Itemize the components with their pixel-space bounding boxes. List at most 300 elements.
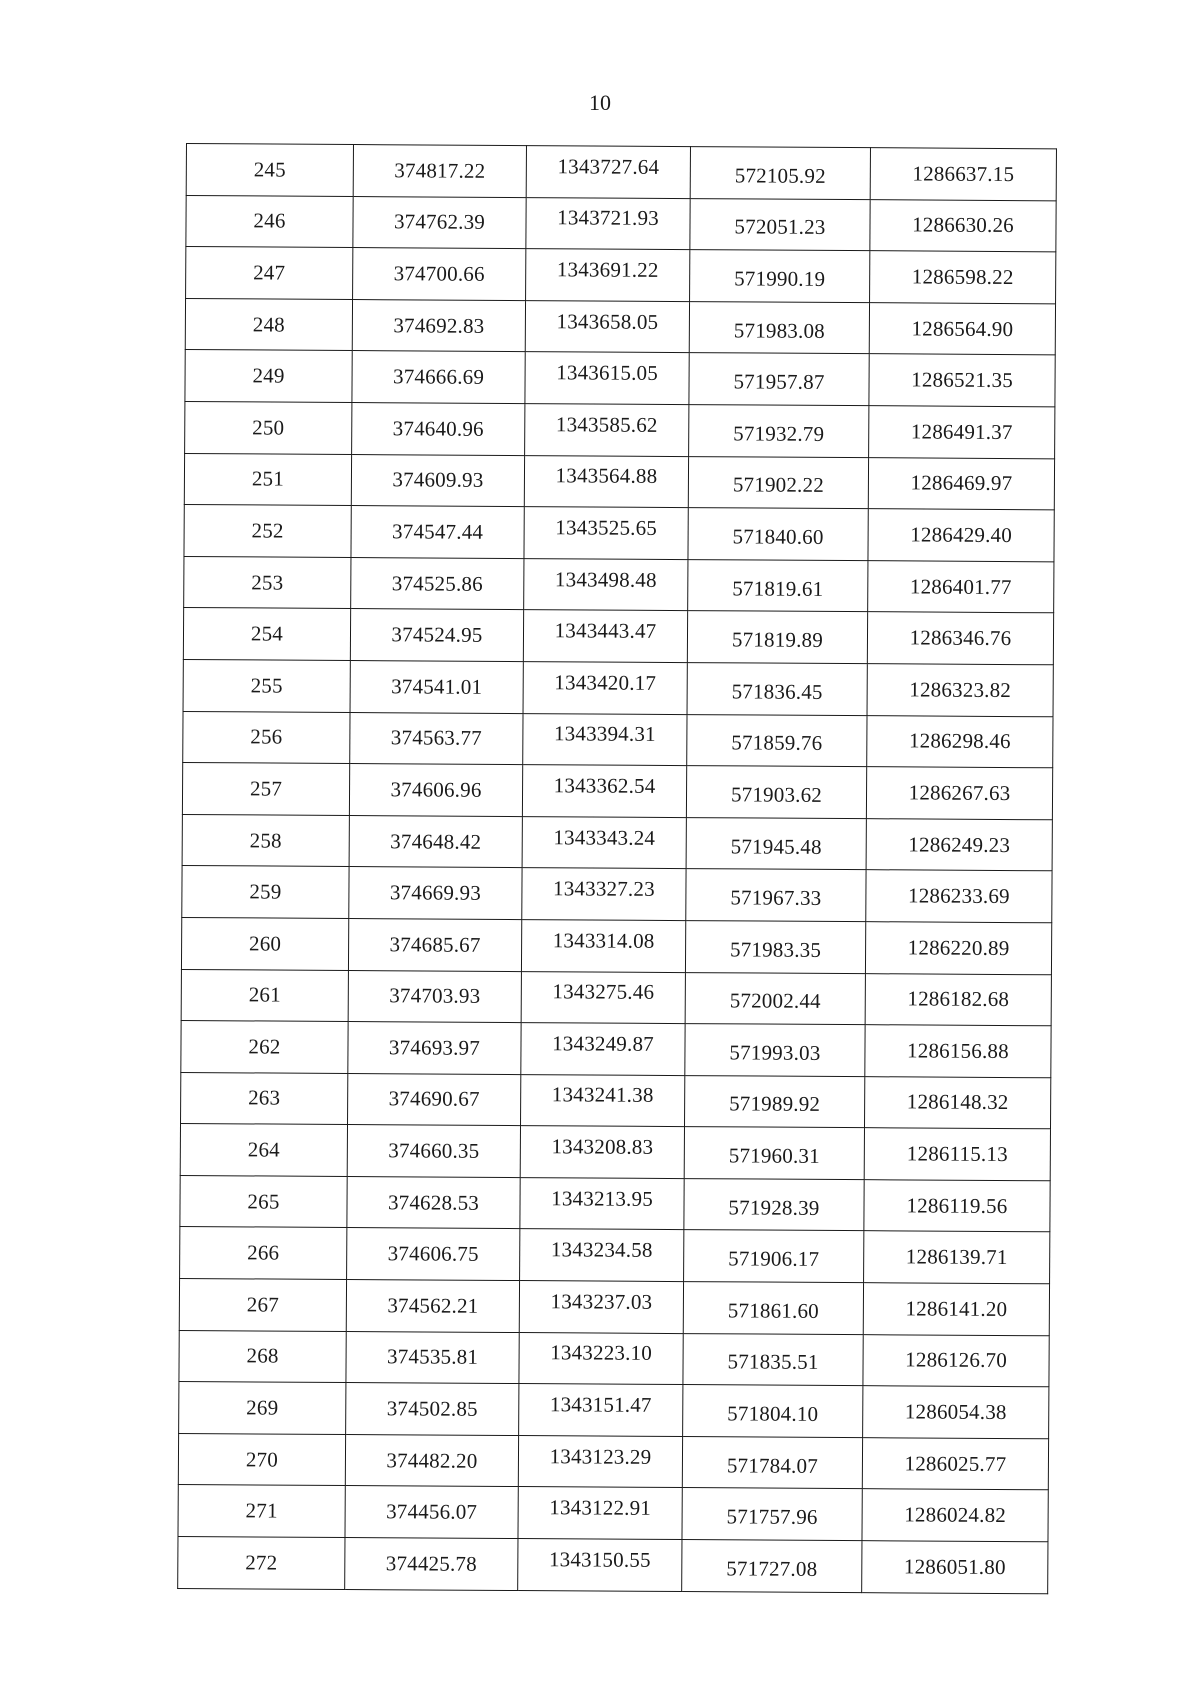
- x-coordinate-cell: [348, 918, 521, 971]
- cell-text: 269: [246, 1395, 279, 1420]
- table-row: [182, 814, 1052, 871]
- cell-text: 248: [252, 311, 286, 337]
- y2-coordinate-cell: [865, 973, 1051, 1026]
- y2-coordinate-cell: [869, 302, 1055, 355]
- y2-coordinate-cell: [869, 406, 1055, 459]
- x-coordinate-cell: [347, 1228, 520, 1281]
- cell-text: 374640.96: [392, 416, 484, 441]
- table-row: [183, 608, 1053, 665]
- cell-text: 1286115.13: [906, 1141, 1008, 1167]
- cell-text: 571932.79: [733, 421, 825, 446]
- cell-text: 253: [251, 569, 284, 595]
- table-row: [181, 917, 1051, 974]
- cell-text: 262: [248, 1034, 281, 1059]
- x2-coordinate-cell: [684, 1075, 864, 1128]
- table-row: [178, 1537, 1048, 1594]
- cell-text: 374669.93: [389, 880, 482, 905]
- cell-text: 571903.62: [730, 782, 823, 807]
- point-number-cell: [186, 144, 353, 197]
- x-coordinate-cell: [353, 248, 526, 301]
- y2-coordinate-cell: [862, 1541, 1048, 1594]
- y2-coordinate-cell: [868, 509, 1054, 562]
- y-coordinate-cell: [521, 1074, 685, 1127]
- cell-text: 572105.92: [734, 163, 826, 188]
- y2-coordinate-cell: [862, 1438, 1048, 1491]
- y2-coordinate-cell: [863, 1283, 1049, 1336]
- x2-coordinate-cell: [685, 920, 865, 973]
- x2-coordinate-cell: [687, 714, 867, 767]
- y-coordinate-cell: [522, 765, 686, 818]
- cell-text: 572002.44: [729, 988, 821, 1014]
- coordinate-table: [177, 143, 1057, 1594]
- x2-coordinate-cell: [688, 559, 868, 612]
- x-coordinate-cell: [348, 970, 521, 1023]
- cell-text: 571957.87: [733, 369, 825, 395]
- y2-coordinate-cell: [866, 818, 1052, 871]
- x-coordinate-cell: [352, 299, 525, 352]
- cell-text: 374425.78: [385, 1551, 477, 1576]
- x-coordinate-cell: [351, 557, 524, 610]
- point-number-cell: [181, 1072, 348, 1125]
- cell-text: 255: [250, 673, 283, 698]
- cell-text: 1343727.64: [557, 154, 660, 179]
- cell-text: 374700.66: [393, 261, 485, 286]
- x2-coordinate-cell: [687, 663, 867, 716]
- cell-text: 571840.60: [732, 524, 824, 549]
- y-coordinate-cell: [522, 816, 686, 869]
- cell-text: 271: [245, 1498, 278, 1523]
- cell-text: 571967.33: [730, 885, 822, 911]
- cell-text: 1286156.88: [907, 1038, 1009, 1063]
- cell-text: 257: [249, 776, 283, 801]
- cell-text: 374648.42: [390, 828, 482, 854]
- table-row: [183, 659, 1053, 716]
- x-coordinate-cell: [346, 1331, 519, 1384]
- y2-coordinate-cell: [867, 612, 1053, 665]
- cell-text: 374535.81: [386, 1344, 479, 1370]
- cell-text: 1286126.70: [905, 1347, 1008, 1373]
- x-coordinate-cell: [349, 867, 522, 920]
- point-number-cell: [186, 247, 353, 300]
- table-row: [181, 1021, 1051, 1078]
- table-row: [179, 1382, 1049, 1439]
- cell-text: 270: [245, 1447, 279, 1472]
- cell-text: 571804.10: [727, 1401, 819, 1426]
- y-coordinate-cell: [521, 1023, 685, 1076]
- y-coordinate-cell: [518, 1539, 682, 1592]
- cell-text: 1286323.82: [909, 677, 1012, 702]
- y2-coordinate-cell: [863, 1334, 1049, 1387]
- cell-text: 1286025.77: [904, 1451, 1007, 1476]
- cell-text: 374606.96: [390, 777, 482, 802]
- y-coordinate-cell: [526, 197, 690, 250]
- table-row: [182, 763, 1052, 820]
- x-coordinate-cell: [351, 506, 524, 559]
- table-row: [180, 1227, 1050, 1284]
- x-coordinate-cell: [350, 609, 523, 662]
- cell-text: 1286630.26: [912, 212, 1014, 238]
- cell-text: 374692.83: [393, 312, 485, 338]
- cell-text: 374525.86: [391, 570, 483, 596]
- cell-text: 374606.75: [387, 1241, 479, 1267]
- y-coordinate-cell: [519, 1384, 683, 1437]
- y-coordinate-cell: [524, 558, 688, 611]
- cell-text: 374541.01: [391, 673, 483, 699]
- cell-text: 571861.60: [727, 1298, 819, 1323]
- x-coordinate-cell: [353, 145, 526, 198]
- point-number-cell: [186, 195, 353, 248]
- cell-text: 1286051.80: [903, 1554, 1006, 1579]
- table-row: [181, 969, 1051, 1026]
- x-coordinate-cell: [349, 815, 522, 868]
- cell-text: 1343234.58: [550, 1237, 653, 1263]
- table-row: [186, 247, 1056, 304]
- cell-text: 1343208.83: [551, 1134, 654, 1159]
- cell-text: 1343223.10: [550, 1340, 653, 1366]
- cell-text: 571983.35: [729, 937, 822, 962]
- cell-text: 571819.89: [731, 627, 824, 653]
- x-coordinate-cell: [346, 1383, 519, 1436]
- y2-coordinate-cell: [864, 1076, 1050, 1129]
- cell-text: 374562.21: [387, 1293, 479, 1318]
- point-number-cell: [182, 763, 349, 816]
- y-coordinate-cell: [520, 1126, 684, 1179]
- cell-text: 571727.08: [726, 1556, 818, 1581]
- cell-text: 1343721.93: [557, 205, 659, 231]
- table-row: [186, 195, 1056, 252]
- cell-text: 263: [248, 1085, 281, 1111]
- cell-text: 1343362.54: [553, 773, 656, 798]
- table-row: [185, 298, 1055, 355]
- cell-text: 272: [245, 1550, 278, 1575]
- table-row: [182, 866, 1052, 923]
- point-number-cell: [179, 1279, 346, 1332]
- cell-text: 374563.77: [390, 725, 482, 751]
- table-row: [178, 1485, 1048, 1542]
- cell-text: 571836.45: [731, 679, 823, 704]
- point-number-cell: [183, 608, 350, 661]
- cell-text: 1343420.17: [554, 669, 657, 695]
- cell-text: 374628.53: [387, 1189, 480, 1215]
- x2-coordinate-cell: [683, 1385, 863, 1438]
- cell-text: 571928.39: [728, 1195, 820, 1220]
- table-row: [186, 144, 1056, 201]
- cell-text: 571784.07: [726, 1452, 819, 1478]
- cell-text: 374693.97: [388, 1035, 481, 1060]
- x-coordinate-cell: [350, 712, 523, 765]
- point-number-cell: [183, 659, 350, 712]
- y-coordinate-cell: [524, 455, 688, 508]
- y-coordinate-cell: [524, 507, 688, 560]
- cell-text: 1343314.08: [552, 927, 655, 953]
- point-number-cell: [184, 505, 351, 558]
- point-number-cell: [185, 401, 352, 454]
- cell-text: 1343327.23: [553, 876, 655, 901]
- y-coordinate-cell: [521, 971, 685, 1024]
- y2-coordinate-cell: [867, 715, 1053, 768]
- cell-text: 1343213.95: [551, 1185, 654, 1211]
- point-number-cell: [182, 866, 349, 919]
- cell-text: 374502.85: [386, 1396, 478, 1421]
- table-row: [184, 505, 1054, 562]
- cell-text: 571859.76: [731, 730, 823, 756]
- x-coordinate-cell: [352, 402, 525, 455]
- cell-text: 1286491.37: [910, 419, 1013, 444]
- x2-coordinate-cell: [684, 1127, 864, 1180]
- cell-text: 1343525.65: [555, 515, 658, 540]
- point-number-cell: [185, 298, 352, 351]
- cell-text: 1343443.47: [554, 618, 657, 644]
- y2-coordinate-cell: [868, 457, 1054, 510]
- table-row: [183, 711, 1053, 768]
- cell-text: 266: [247, 1240, 280, 1265]
- cell-text: 374703.93: [389, 983, 481, 1009]
- y-coordinate-cell: [523, 662, 687, 715]
- cell-text: 260: [248, 931, 282, 956]
- cell-text: 251: [251, 466, 285, 491]
- table-row: [185, 401, 1055, 458]
- cell-text: 1286054.38: [904, 1399, 1007, 1425]
- cell-text: 261: [248, 982, 281, 1007]
- cell-text: 1286249.23: [908, 831, 1011, 857]
- x2-coordinate-cell: [689, 405, 869, 458]
- cell-text: 571983.08: [733, 317, 825, 343]
- cell-text: 1286119.56: [906, 1193, 1008, 1218]
- x2-coordinate-cell: [690, 147, 870, 200]
- cell-text: 374685.67: [389, 931, 481, 957]
- x2-coordinate-cell: [682, 1540, 862, 1593]
- cell-text: 572051.23: [734, 214, 826, 240]
- y2-coordinate-cell: [867, 664, 1053, 717]
- x-coordinate-cell: [349, 764, 522, 817]
- x2-coordinate-cell: [686, 869, 866, 922]
- cell-text: 571945.48: [730, 833, 822, 859]
- y-coordinate-cell: [520, 1229, 684, 1282]
- cell-text: 267: [246, 1292, 280, 1317]
- x-coordinate-cell: [346, 1280, 519, 1333]
- cell-text: 258: [249, 827, 282, 853]
- point-number-cell: [182, 814, 349, 867]
- point-number-cell: [180, 1124, 347, 1177]
- cell-text: 374660.35: [388, 1138, 480, 1163]
- x2-coordinate-cell: [690, 250, 870, 303]
- y-coordinate-cell: [523, 610, 687, 663]
- y2-coordinate-cell: [870, 148, 1056, 201]
- cell-text: 1286598.22: [911, 264, 1014, 290]
- y2-coordinate-cell: [864, 1231, 1050, 1284]
- cell-text: 374524.95: [391, 622, 483, 647]
- point-number-cell: [184, 556, 351, 609]
- y-coordinate-cell: [521, 919, 685, 972]
- cell-text: 1343150.55: [548, 1547, 651, 1572]
- y-coordinate-cell: [525, 352, 689, 405]
- x2-coordinate-cell: [685, 1024, 865, 1077]
- cell-text: 268: [246, 1343, 279, 1369]
- point-number-cell: [181, 969, 348, 1022]
- point-number-cell: [178, 1485, 345, 1538]
- cell-text: 1343249.87: [552, 1031, 654, 1056]
- cell-text: 571835.51: [727, 1349, 819, 1375]
- point-number-cell: [181, 917, 348, 970]
- x2-coordinate-cell: [687, 611, 867, 664]
- cell-text: 1343151.47: [549, 1392, 652, 1417]
- cell-text: 1286637.15: [912, 161, 1015, 186]
- y-coordinate-cell: [519, 1281, 683, 1334]
- y2-coordinate-cell: [866, 870, 1052, 923]
- x2-coordinate-cell: [689, 353, 869, 406]
- y-coordinate-cell: [520, 1177, 684, 1230]
- y-coordinate-cell: [526, 146, 690, 199]
- cell-text: 1343615.05: [556, 360, 659, 386]
- x2-coordinate-cell: [690, 198, 870, 251]
- cell-text: 1343241.38: [551, 1082, 654, 1108]
- cell-text: 1286139.71: [905, 1244, 1008, 1270]
- cell-text: 1286141.20: [905, 1296, 1008, 1321]
- cell-text: 1343237.03: [550, 1289, 653, 1314]
- table-row: [180, 1175, 1050, 1232]
- x-coordinate-cell: [345, 1538, 518, 1591]
- cell-text: 1286233.69: [907, 883, 1010, 909]
- cell-text: 571757.96: [726, 1504, 818, 1530]
- cell-text: 1286564.90: [911, 316, 1014, 341]
- y-coordinate-cell: [522, 868, 686, 921]
- x2-coordinate-cell: [686, 766, 866, 819]
- cell-text: 374666.69: [392, 364, 485, 389]
- y2-coordinate-cell: [862, 1489, 1048, 1542]
- cell-text: 247: [253, 260, 286, 285]
- cell-text: 1343658.05: [556, 308, 659, 334]
- point-number-cell: [181, 1021, 348, 1074]
- point-number-cell: [178, 1433, 345, 1486]
- cell-text: 1286521.35: [911, 367, 1014, 393]
- cell-text: 571993.03: [729, 1040, 821, 1065]
- y2-coordinate-cell: [866, 767, 1052, 820]
- y2-coordinate-cell: [865, 922, 1051, 975]
- cell-text: 1343343.24: [553, 824, 656, 850]
- cell-text: 374609.93: [392, 467, 484, 493]
- cell-text: 245: [253, 157, 286, 182]
- x2-coordinate-cell: [682, 1488, 862, 1541]
- y2-coordinate-cell: [864, 1128, 1050, 1181]
- cell-text: 1286429.40: [910, 522, 1013, 548]
- coordinate-table-body: [178, 144, 1057, 1594]
- point-number-cell: [185, 350, 352, 403]
- x-coordinate-cell: [347, 1125, 520, 1178]
- cell-text: 254: [250, 621, 284, 646]
- x-coordinate-cell: [345, 1486, 518, 1539]
- y2-coordinate-cell: [863, 1386, 1049, 1439]
- x-coordinate-cell: [353, 196, 526, 249]
- y-coordinate-cell: [525, 404, 689, 457]
- table-row: [179, 1330, 1049, 1387]
- x2-coordinate-cell: [682, 1436, 862, 1489]
- cell-text: 1286346.76: [909, 625, 1012, 651]
- cell-text: 374547.44: [392, 519, 484, 544]
- point-number-cell: [179, 1330, 346, 1383]
- cell-text: 374482.20: [386, 1447, 478, 1473]
- x2-coordinate-cell: [685, 972, 865, 1025]
- point-number-cell: [178, 1537, 345, 1590]
- cell-text: 571989.92: [729, 1091, 821, 1117]
- cell-text: 1343123.29: [549, 1443, 652, 1469]
- table-row: [184, 556, 1054, 613]
- cell-text: 1286298.46: [908, 728, 1011, 754]
- y2-coordinate-cell: [869, 354, 1055, 407]
- cell-text: 1343498.48: [554, 566, 657, 592]
- cell-text: 374690.67: [388, 1086, 480, 1112]
- y2-coordinate-cell: [864, 1180, 1050, 1233]
- y-coordinate-cell: [526, 249, 690, 302]
- cell-text: 264: [247, 1137, 280, 1162]
- page-number: 10: [589, 90, 611, 115]
- point-number-cell: [184, 453, 351, 506]
- y2-coordinate-cell: [865, 1025, 1051, 1078]
- cell-text: 1343122.91: [549, 1495, 652, 1521]
- cell-text: 256: [250, 724, 283, 749]
- x-coordinate-cell: [345, 1434, 518, 1487]
- x2-coordinate-cell: [689, 301, 869, 354]
- cell-text: 374817.22: [394, 158, 486, 183]
- table-row: [185, 350, 1055, 407]
- table-row: [184, 453, 1054, 510]
- y-coordinate-cell: [525, 300, 689, 353]
- point-number-cell: [180, 1227, 347, 1280]
- y-coordinate-cell: [518, 1435, 682, 1488]
- x-coordinate-cell: [347, 1176, 520, 1229]
- cell-text: 259: [249, 879, 282, 904]
- cell-text: 1343275.46: [552, 979, 655, 1005]
- cell-text: 374456.07: [386, 1499, 478, 1525]
- cell-text: 1343394.31: [553, 721, 656, 747]
- cell-text: 1286267.63: [908, 780, 1011, 805]
- cell-text: 571960.31: [728, 1143, 820, 1168]
- x-coordinate-cell: [351, 454, 524, 507]
- table-row: [178, 1433, 1048, 1490]
- y-coordinate-cell: [518, 1487, 682, 1540]
- cell-text: 265: [247, 1189, 280, 1214]
- cell-text: 249: [252, 363, 285, 388]
- point-number-cell: [183, 711, 350, 764]
- y2-coordinate-cell: [870, 199, 1056, 252]
- y-coordinate-cell: [523, 713, 687, 766]
- cell-text: 1286182.68: [907, 986, 1010, 1012]
- cell-text: 1286024.82: [904, 1502, 1007, 1528]
- x2-coordinate-cell: [688, 456, 868, 509]
- cell-text: 246: [253, 208, 286, 234]
- table-row: [180, 1124, 1050, 1181]
- x-coordinate-cell: [352, 351, 525, 404]
- cell-text: 571819.61: [732, 575, 824, 601]
- point-number-cell: [180, 1175, 347, 1228]
- cell-text: 1286220.89: [907, 935, 1010, 960]
- point-number-cell: [179, 1382, 346, 1435]
- x2-coordinate-cell: [683, 1282, 863, 1335]
- cell-text: 1286401.77: [909, 573, 1012, 599]
- cell-text: 1286148.32: [906, 1089, 1009, 1115]
- y2-coordinate-cell: [868, 560, 1054, 613]
- x-coordinate-cell: [350, 660, 523, 713]
- cell-text: 374762.39: [393, 209, 486, 235]
- x2-coordinate-cell: [683, 1333, 863, 1386]
- x2-coordinate-cell: [688, 508, 868, 561]
- x-coordinate-cell: [348, 1022, 521, 1075]
- x2-coordinate-cell: [684, 1230, 864, 1283]
- x-coordinate-cell: [348, 1073, 521, 1126]
- x2-coordinate-cell: [684, 1178, 864, 1231]
- x2-coordinate-cell: [686, 817, 866, 870]
- y2-coordinate-cell: [870, 251, 1056, 304]
- cell-text: 252: [251, 518, 284, 543]
